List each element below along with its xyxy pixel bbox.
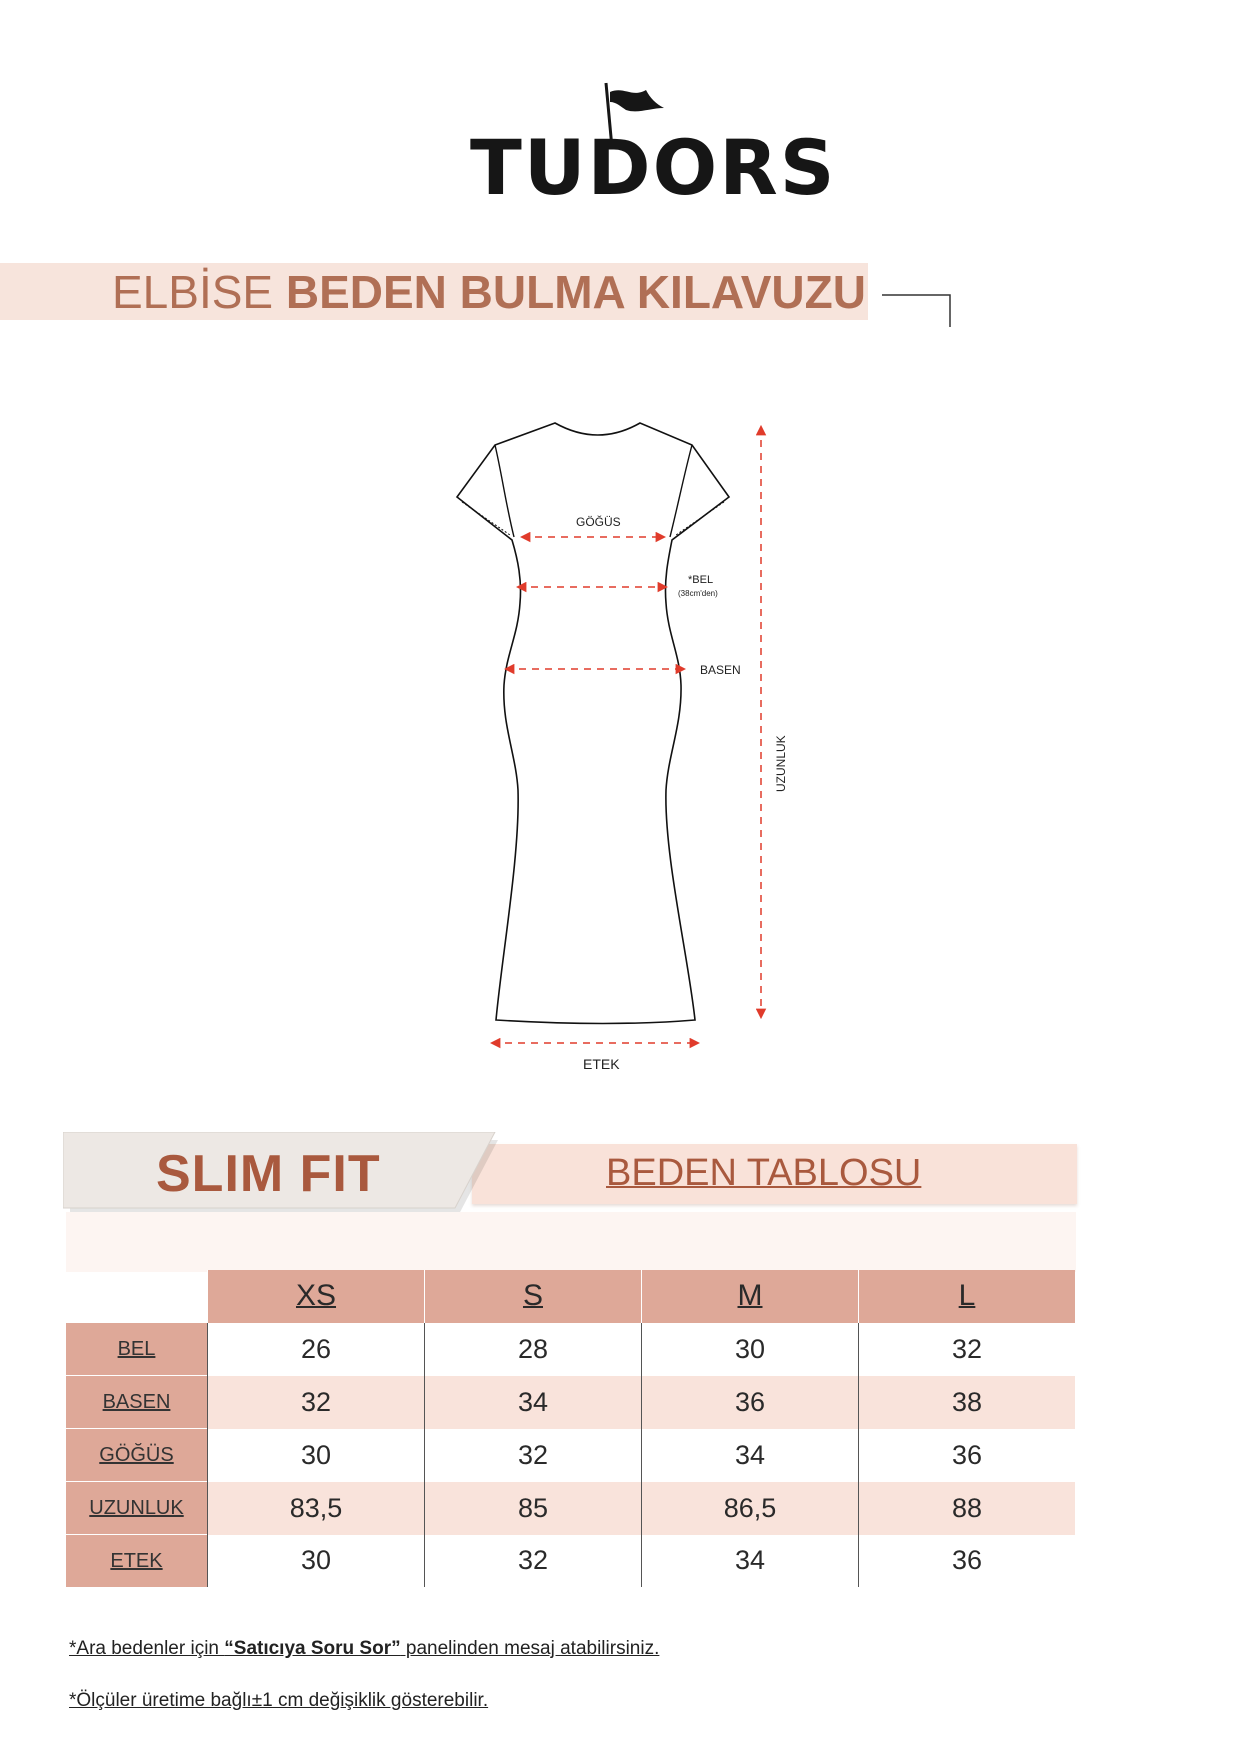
row-label: BEL bbox=[66, 1323, 208, 1376]
table-cell: 26 bbox=[208, 1323, 425, 1376]
waist-note: (38cm'den) bbox=[678, 589, 718, 598]
row-label: GÖĞÜS bbox=[66, 1429, 208, 1482]
table-cell: 86,5 bbox=[642, 1482, 859, 1535]
table-cell: 83,5 bbox=[208, 1482, 425, 1535]
size-table bbox=[66, 1270, 1075, 1587]
size-header: S bbox=[425, 1270, 642, 1323]
size-header-row bbox=[66, 1270, 1075, 1323]
table-row bbox=[66, 1535, 1075, 1588]
table-top-area bbox=[66, 1212, 1076, 1272]
table-cell: 88 bbox=[859, 1482, 1076, 1535]
table-row bbox=[66, 1429, 1075, 1482]
table-row bbox=[66, 1376, 1075, 1429]
size-header: XS bbox=[208, 1270, 425, 1323]
table-cell: 34 bbox=[642, 1429, 859, 1482]
table-cell: 32 bbox=[425, 1535, 642, 1588]
waist-label: *BEL bbox=[688, 574, 714, 586]
note1-suffix: panelinden mesaj atabilirsiniz. bbox=[400, 1638, 660, 1659]
hem-label: ETEK bbox=[583, 1056, 620, 1072]
title-light: ELBİSE bbox=[112, 266, 274, 318]
logo-wordmark: TUDORS bbox=[470, 123, 837, 212]
row-label: BASEN bbox=[66, 1376, 208, 1429]
table-cell: 36 bbox=[642, 1376, 859, 1429]
dress-diagram bbox=[440, 395, 820, 1085]
table-title: BEDEN TABLOSU bbox=[606, 1152, 922, 1194]
note1-prefix: *Ara bedenler için bbox=[69, 1638, 225, 1659]
row-label: ETEK bbox=[66, 1535, 208, 1588]
table-cell: 32 bbox=[859, 1323, 1076, 1376]
title-band bbox=[0, 263, 868, 320]
table-cell: 34 bbox=[642, 1535, 859, 1588]
table-row bbox=[66, 1482, 1075, 1535]
table-cell: 34 bbox=[425, 1376, 642, 1429]
fit-name: SLIM FIT bbox=[156, 1145, 381, 1203]
size-header: M bbox=[642, 1270, 859, 1323]
brand-logo bbox=[470, 78, 837, 212]
note1-bold: “Satıcıya Soru Sor” bbox=[224, 1638, 401, 1659]
table-cell: 30 bbox=[208, 1429, 425, 1482]
dress-outline bbox=[457, 423, 729, 1024]
table-cell: 85 bbox=[425, 1482, 642, 1535]
table-cell: 30 bbox=[642, 1323, 859, 1376]
size-header: L bbox=[859, 1270, 1076, 1323]
table-cell: 32 bbox=[425, 1429, 642, 1482]
footnote-ask-seller bbox=[69, 1638, 659, 1660]
length-label: UZUNLUK bbox=[774, 735, 788, 792]
chest-label: GÖĞÜS bbox=[576, 515, 621, 529]
corner-bracket bbox=[882, 294, 952, 327]
footnote-tolerance: *Ölçüler üretime bağlı±1 cm değişiklik gösterebilir. bbox=[69, 1690, 489, 1711]
hip-label: BASEN bbox=[700, 663, 741, 677]
table-cell: 28 bbox=[425, 1323, 642, 1376]
table-row bbox=[66, 1323, 1075, 1376]
title-bold: BEDEN BULMA KILAVUZU bbox=[285, 266, 866, 318]
page-title bbox=[112, 267, 866, 317]
table-cell: 30 bbox=[208, 1535, 425, 1588]
table-cell: 36 bbox=[859, 1429, 1076, 1482]
table-cell: 36 bbox=[859, 1535, 1076, 1588]
row-label: UZUNLUK bbox=[66, 1482, 208, 1535]
table-corner bbox=[66, 1270, 208, 1323]
table-cell: 38 bbox=[859, 1376, 1076, 1429]
table-cell: 32 bbox=[208, 1376, 425, 1429]
